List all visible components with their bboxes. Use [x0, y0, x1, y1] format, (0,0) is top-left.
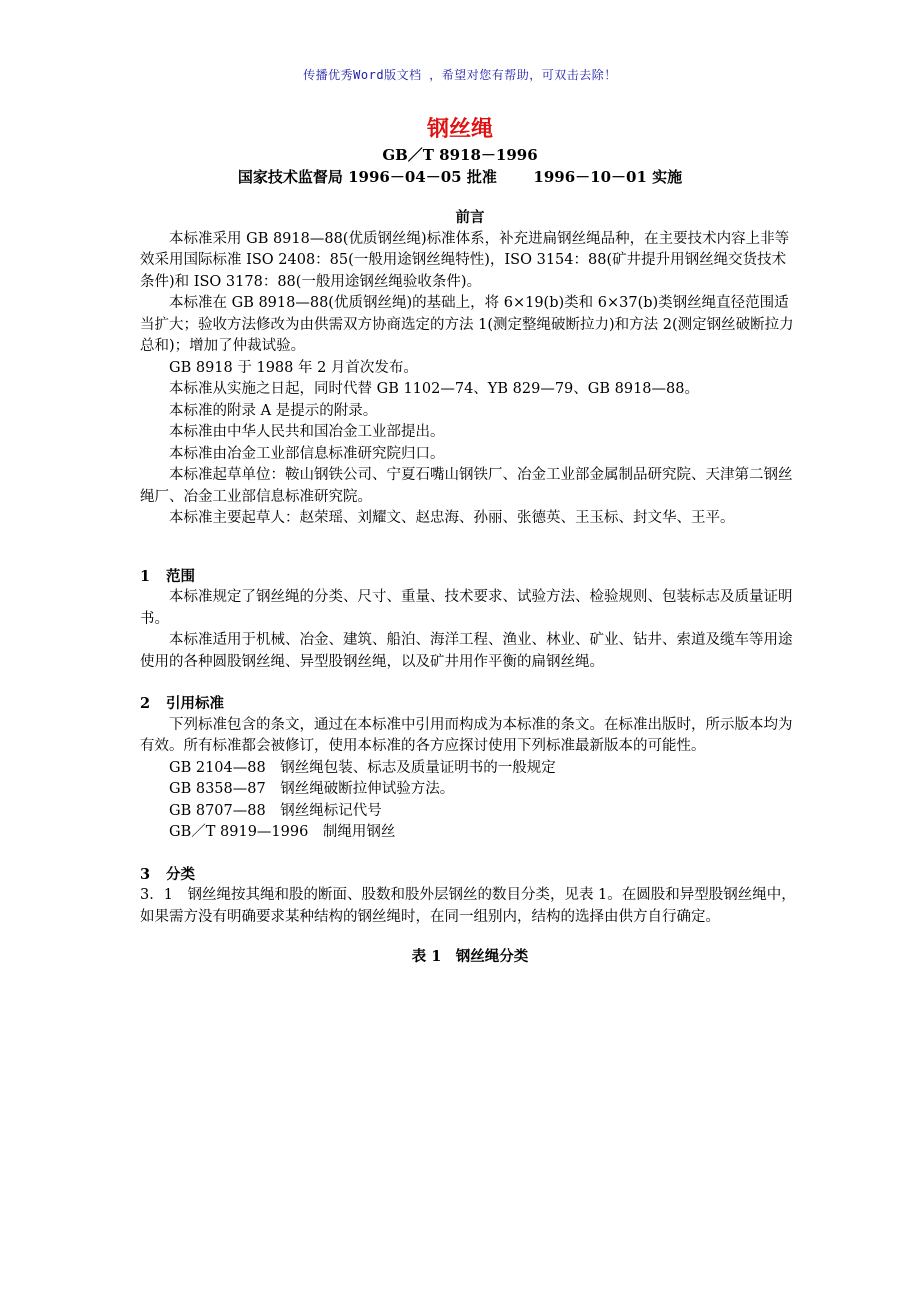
reference-item: GB 2104—88 钢丝绳包装、标志及质量证明书的一般规定 [169, 759, 556, 776]
foreword-paragraph: 本标准采用 GB 8918—88(优质钢丝绳)标准体系，补充进扁钢丝绳品种，在主要技术内容上非等效采用国际标准 ISO 2408：85(一般用途钢丝绳特性)，ISO 3154：88(矿井提升用钢丝绳交货技术条件)和 ISO 3178：88(一般用途钢丝绳验收条件)。 [140, 230, 790, 290]
section-title: 引用标准 [166, 695, 224, 712]
table-1-title: 表 1 钢丝绳分类 [411, 948, 529, 965]
section-2-heading [140, 693, 800, 715]
reference-item: GB 8707—88 钢丝绳标记代号 [169, 802, 382, 819]
section-number: 1 [140, 567, 151, 585]
approval-line: 国家技术监督局 1996－04－05 批准 1996－10－01 实施 [237, 168, 683, 186]
foreword-paragraph: 本标准由冶金工业部信息标准研究院归口。 [169, 445, 445, 462]
clause-3-1: 3．1 钢丝绳按其绳和股的断面、股数和股外层钢丝的数目分类，见表 1。在圆股和异型股钢丝绳中，如果需方没有明确要求某种结构的钢丝绳时，在同一组别内，结构的选择由供方自行确定。 [140, 887, 796, 925]
standard-number: GB／T 8918－1996 [382, 146, 538, 164]
section-number: 2 [140, 695, 151, 712]
section-3-heading [140, 864, 800, 886]
reference-item: GB／T 8919—1996 制绳用钢丝 [169, 824, 396, 840]
reference-item: GB 8358—87 钢丝绳破断拉伸试验方法。 [169, 781, 455, 797]
foreword-paragraph: 本标准从实施之日起，同时代替 GB 1102—74、YB 829—79、GB 8918—88。 [169, 381, 699, 397]
section-paragraph: 下列标准包含的条文，通过在本标准中引用而构成为本标准的条文。在标准出版时，所示版本均为有效。所有标准都会被修订，使用本标准的各方应探讨使用下列标准最新版本的可能性。 [140, 716, 793, 754]
foreword-paragraph: 本标准起草单位：鞍山钢铁公司、宁夏石嘴山钢铁厂、冶金工业部金属制品研究院、天津第二钢丝绳厂、冶金工业部信息标准研究院。 [140, 467, 793, 505]
foreword-paragraph: 本标准的附录 A 是提示的附录。 [169, 402, 378, 419]
foreword-paragraph: 本标准在 GB 8918—88(优质钢丝绳)的基础上，将 6×19(b)类和 6×37(b)类钢丝绳直径范围适当扩大；验收方法修改为由供需双方协商选定的方法 1(测定整绳破断拉力)和方法 2(测定钢丝破断拉力总和)；增加了仲裁试验。 [140, 295, 794, 354]
foreword-paragraph: 本标准主要起草人：赵荣瑶、刘耀文、赵忠海、孙丽、张德英、王玉标、封文华、王平。 [169, 510, 735, 526]
section-number: 3 [140, 865, 151, 883]
watermark-banner: 传播优秀Word版文档 ，希望对您有帮助，可双击去除！ [303, 68, 617, 82]
section-1-heading [140, 566, 800, 588]
foreword-paragraph: 本标准由中华人民共和国冶金工业部提出。 [169, 424, 445, 440]
section-paragraph: 本标准适用于机械、冶金、建筑、船泊、海洋工程、渔业、林业、矿业、钻井、索道及缆车等用途使用的各种圆股钢丝绳、异型股钢丝绳，以及矿井用作平衡的扁钢丝绳。 [140, 632, 793, 670]
document-title: 钢丝绳 [426, 116, 493, 142]
document-body [140, 207, 800, 968]
foreword-paragraph: GB 8918 于 1988 年 2 月首次发布。 [169, 359, 418, 376]
section-title: 分类 [166, 865, 195, 883]
foreword-heading: 前言 [455, 209, 485, 226]
section-paragraph: 本标准规定了钢丝绳的分类、尺寸、重量、技术要求、试验方法、检验规则、包装标志及质量证明书。 [140, 589, 793, 627]
section-title: 范围 [166, 567, 195, 585]
